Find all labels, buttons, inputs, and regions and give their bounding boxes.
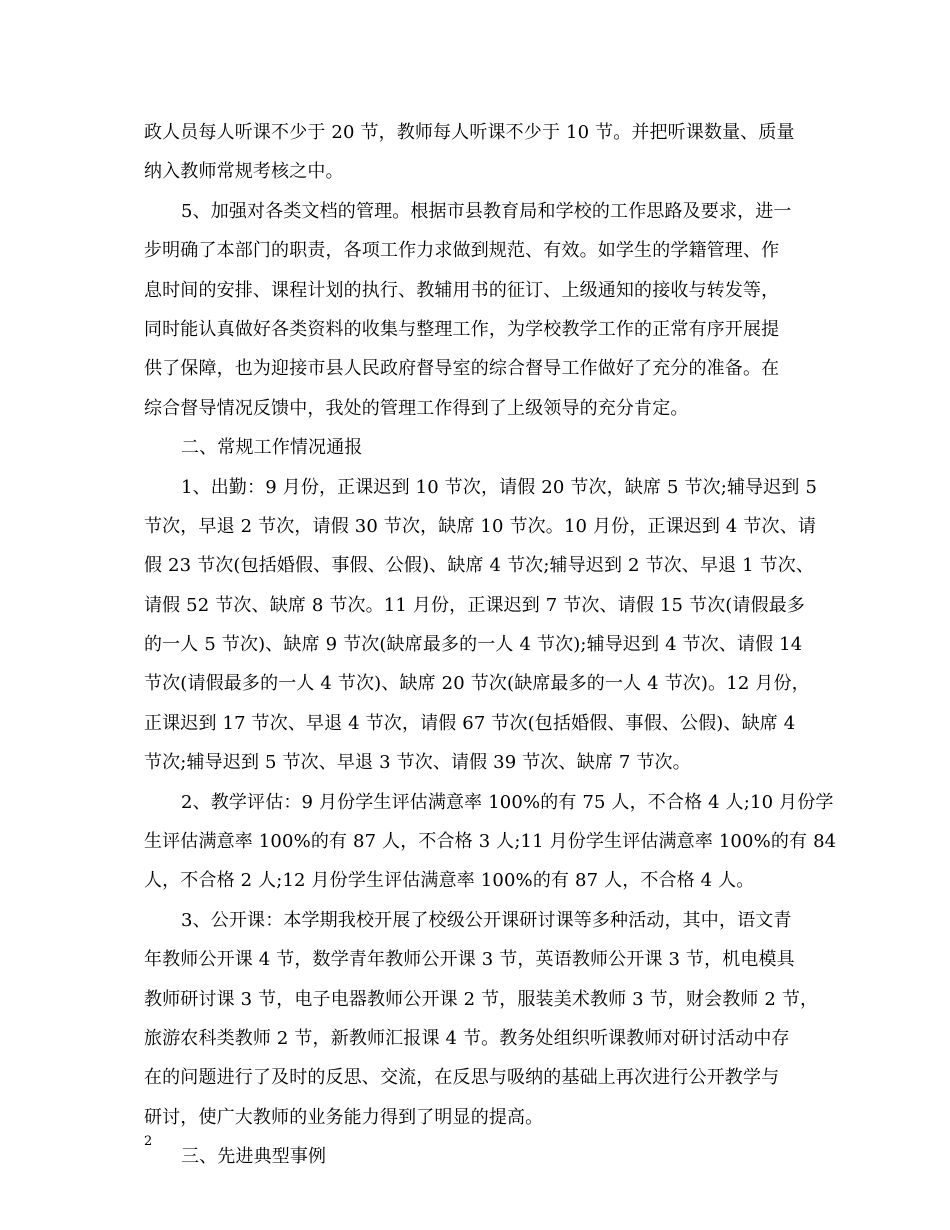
section-heading: 三、先进典型事例: [181, 1146, 327, 1168]
section-heading: 二、常规工作情况通报: [181, 437, 363, 459]
text-line: 节次(请假最多的一人 4 节次)、缺席 20 节次(缺席最多的一人 4 节次)。12 月份，: [144, 673, 810, 695]
text-line: 研讨，使广大教师的业务能力得到了明显的提高。: [144, 1106, 544, 1128]
paragraph-start-line: 3、公开课：本学期我校开展了校级公开课研讨课等多种活动，其中，语文青: [181, 909, 792, 931]
text-line: 旅游农科类教师 2 节，新教师汇报课 4 节。教务处组织听课教师对研讨活动中存: [144, 1027, 790, 1049]
text-line: 纳入教师常规考核之中。: [144, 161, 344, 183]
text-line: 年教师公开课 4 节，数学青年教师公开课 3 节，英语教师公开课 3 节，机电模具: [144, 949, 795, 971]
text-line: 步明确了本部门的职责，各项工作力求做到规范、有效。如学生的学籍管理、作: [144, 240, 780, 262]
text-line: 生评估满意率 100%的有 87 人，不合格 3 人;11 月份学生评估满意率 100%的有 84: [144, 831, 837, 853]
paragraph-start-line: 1、出勤：9 月份，正课迟到 10 节次，请假 20 节次，缺席 5 节次;辅导迟到 5: [181, 476, 818, 498]
paragraph-start-line: 2、教学评估：9 月份学生评估满意率 100%的有 75 人，不合格 4 人;10 月份学: [181, 791, 834, 813]
page-number: 2: [144, 1134, 153, 1149]
text-line: 假 23 节次(包括婚假、事假、公假)、缺席 4 节次;辅导迟到 2 节次、早退 1 节次、: [144, 555, 815, 577]
text-line: 教师研讨课 3 节，电子电器教师公开课 2 节，服装美术教师 3 节，财会教师 2 节，: [144, 988, 819, 1010]
text-line: 的一人 5 节次)、缺席 9 节次(缺席最多的一人 4 节次);辅导迟到 4 节次、请假 14: [144, 634, 803, 656]
text-line: 综合督导情况反馈中，我处的管理工作得到了上级领导的充分肯定。: [144, 397, 689, 419]
text-line: 请假 52 节次、缺席 8 节次。11 月份，正课迟到 7 节次、请假 15 节次(请假最多: [144, 594, 806, 616]
text-line: 节次;辅导迟到 5 节次、早退 3 节次、请假 39 节次、缺席 7 节次。: [144, 752, 691, 774]
text-line: 政人员每人听课不少于 20 节，教师每人听课不少于 10 节。并把听课数量、质量: [144, 122, 795, 143]
text-line: 正课迟到 17 节次、早退 4 节次，请假 67 节次(包括婚假、事假、公假)、缺席 4: [144, 712, 796, 734]
text-line: 供了保障，也为迎接市县人民政府督导室的综合督导工作做好了充分的准备。在: [144, 358, 780, 380]
text-line: 节次，早退 2 节次，请假 30 节次，缺席 10 节次。10 月份，正课迟到 4 节次、请: [144, 515, 817, 537]
text-line: 在的问题进行了及时的反思、交流，在反思与吸纳的基础上再次进行公开教学与: [144, 1067, 780, 1089]
paragraph-start-line: 5、加强对各类文档的管理。根据市县教育局和学校的工作思路及要求，进一: [181, 200, 792, 222]
text-line: 息时间的安排、课程计划的执行、教辅用书的征订、上级通知的接收与转发等，: [144, 279, 780, 301]
document-body: [144, 113, 837, 1177]
text-line: 同时能认真做好各类资料的收集与整理工作，为学校教学工作的正常有序开展提: [144, 318, 780, 340]
text-line: 人，不合格 2 人;12 月份学生评估满意率 100%的有 87 人，不合格 4 人。: [144, 870, 755, 892]
